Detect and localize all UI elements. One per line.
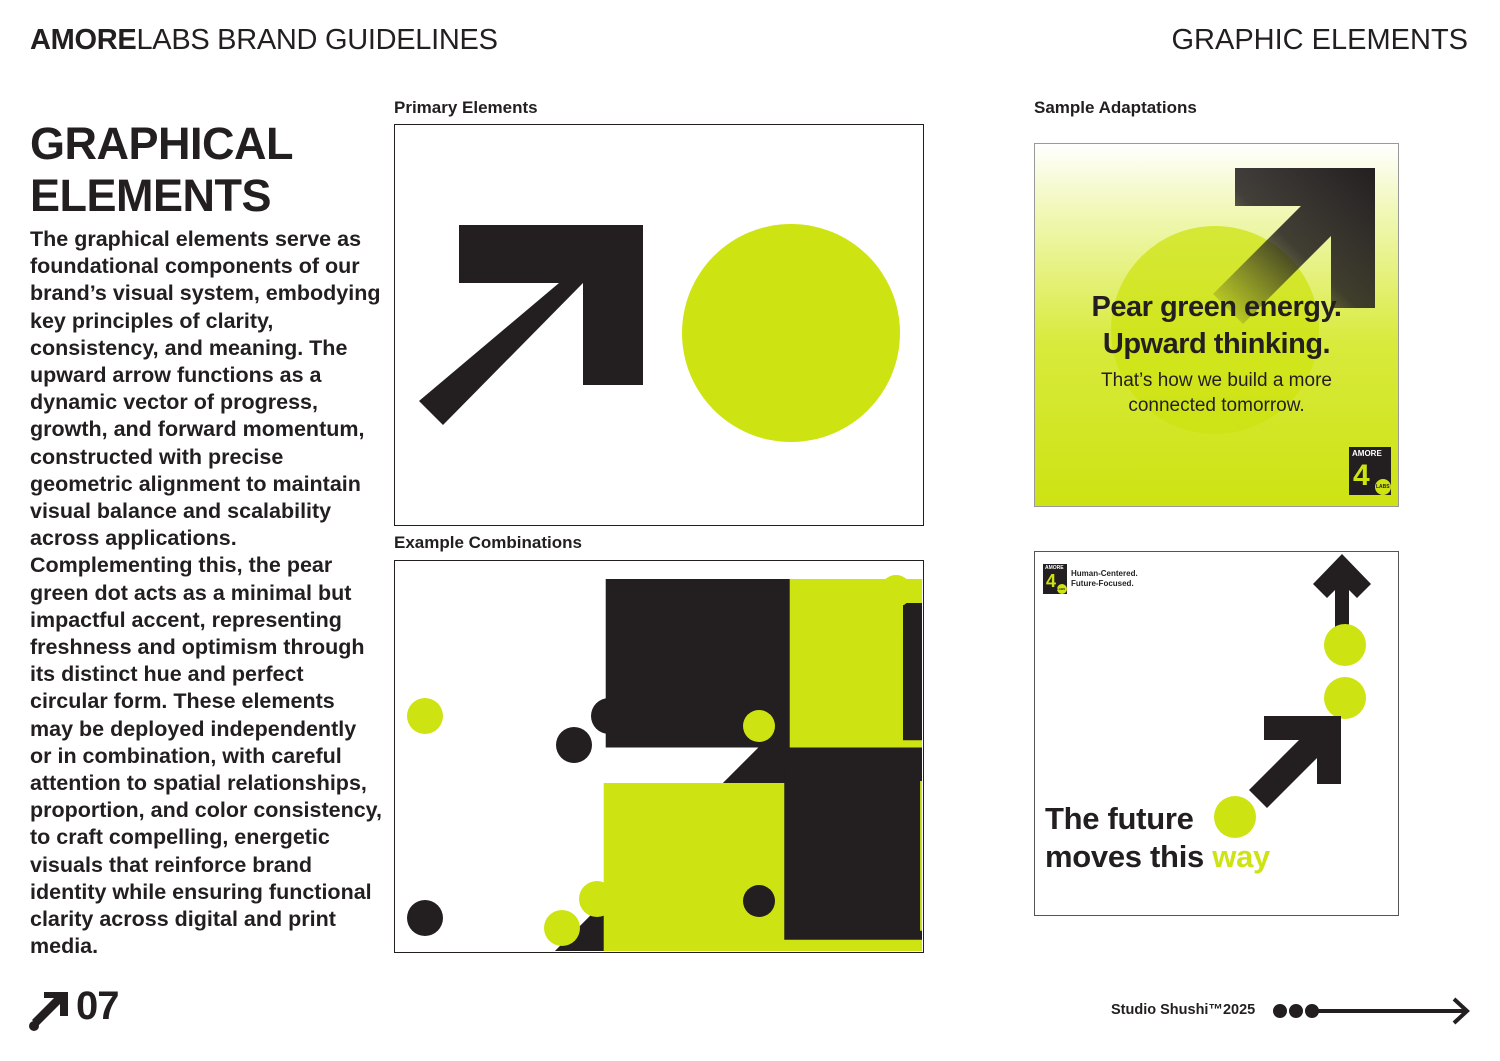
page-title-line-2: ELEMENTS [30, 170, 272, 221]
adaptation-1-headline [1035, 289, 1398, 363]
primary-dot [682, 224, 900, 442]
logo-word-small: AMORE [1045, 565, 1064, 571]
adaptation-2-headline [1045, 800, 1270, 876]
primary-arrow-icon [419, 225, 643, 425]
footer-dots-arrow [1270, 997, 1472, 1025]
footer-dot [1273, 1004, 1287, 1018]
combo-dot [544, 910, 580, 946]
combo-dot [407, 698, 443, 734]
caption-sample-adaptations: Sample Adaptations [1034, 98, 1197, 117]
page-title [30, 118, 293, 222]
combinations-panel [394, 560, 924, 953]
caption-primary-elements: Primary Elements [394, 98, 538, 117]
adaptation-card-2 [1034, 551, 1399, 916]
combo-dot [591, 698, 627, 734]
adaptation-2-headline-line-1: The future [1045, 801, 1194, 836]
adaptation-1-subline-line-2: connected tomorrow. [1128, 395, 1305, 416]
adaptation-card-1 [1034, 143, 1399, 507]
adaptation-2-headline-highlight: way [1212, 839, 1270, 874]
adaptation-1-subline [1035, 368, 1398, 418]
primary-elements-panel [394, 124, 924, 526]
adaptation-2-tagline-line-1: Human-Centered. [1071, 569, 1138, 578]
adaptation-2-lower-arrow-icon [1249, 716, 1341, 808]
adaptation-1-headline-line-2: Upward thinking. [1102, 328, 1331, 360]
combo-dot [407, 900, 443, 936]
logo-word: AMORE [1352, 449, 1382, 458]
adaptation-1-headline-line-1: Pear green energy. [1091, 291, 1342, 323]
brand-name-bold: AMORE [30, 24, 137, 56]
adaptation-2-dot [1324, 624, 1366, 666]
brand-name-light: LABS [136, 24, 210, 56]
adaptation-2-tagline-line-2: Future-Focused. [1071, 579, 1134, 588]
combo-dot [743, 885, 775, 917]
footer-dot [1305, 1004, 1319, 1018]
adaptation-2-headline-line-2 [1045, 838, 1270, 876]
arrow-up-right-icon [28, 990, 72, 1032]
combo-dot [880, 749, 912, 781]
combinations-artwork [395, 561, 922, 951]
logo-numeral: 4 [1353, 459, 1370, 492]
brand-wordmark [30, 24, 498, 57]
footer-dot [1289, 1004, 1303, 1018]
section-title: GRAPHIC ELEMENTS [1171, 24, 1468, 56]
document-title: BRAND GUIDELINES [209, 24, 498, 56]
combo-dot [743, 710, 775, 742]
footer-credit: Studio Shushi™2025 [1111, 1002, 1256, 1018]
adaptation-2-dot [1324, 677, 1366, 719]
amore-labs-logo [1349, 447, 1391, 495]
caption-example-combinations: Example Combinations [394, 533, 582, 552]
logo-numeral-small: 4 [1046, 571, 1057, 591]
logo-small-2: LABS [1057, 587, 1066, 591]
combo-dot [579, 881, 615, 917]
combo-dot [556, 727, 592, 763]
combo-dot [880, 575, 912, 607]
logo-small: LABS [1376, 484, 1390, 490]
adaptation-2-headline-part-a: moves this [1045, 839, 1213, 874]
body-paragraph: The graphical elements serve as foundational components of our brand’s visual system, embodying key principles of clarity, consistency, and meaning. The upward arrow functions as a dynamic vector of progress, growth, and forward momentum, constructed with precise geometric alignment to maintain visual balance and scalability across applications. Complementing this, the pear green dot acts as a minimal but impactful accent, representing freshness and optimism through its distinct hue and perfect circular form. These elements may be deployed independently or in combination, with careful attention to spatial relationships, proportion, and color consistency, to craft compelling, energetic visuals that reinforce brand identity while ensuring functional clarity across digital and print media. [30, 227, 382, 959]
primary-elements-artwork [395, 125, 922, 524]
page-number: 07 [76, 984, 119, 1028]
adaptation-1-subline-line-1: That’s how we build a more [1101, 370, 1332, 391]
arrow-right-icon [1318, 999, 1467, 1023]
page-title-line-1: GRAPHICAL [30, 118, 293, 169]
